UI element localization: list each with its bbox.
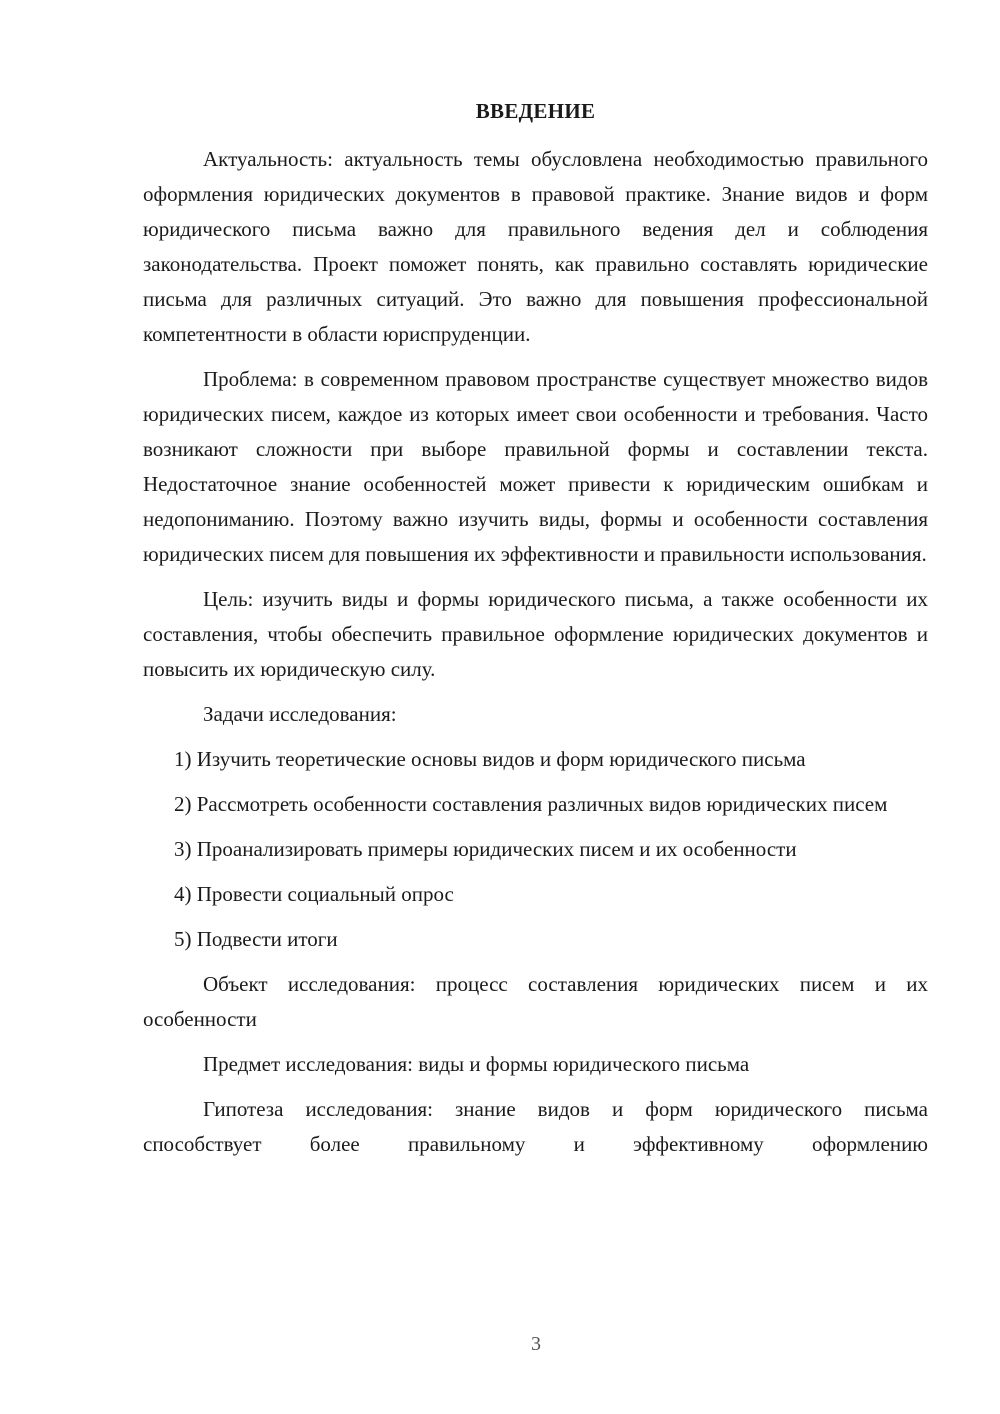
subject-paragraph: Предмет исследования: виды и формы юридического письма	[203, 1052, 750, 1076]
page-number: 3	[531, 1333, 541, 1355]
task-item-5: 5) Подвести итоги	[174, 927, 338, 951]
object-paragraph: Объект исследования: процесс составления юридических писем и их особенности	[143, 972, 928, 1031]
task-item-3: 3) Проанализировать примеры юридических писем и их особенности	[174, 837, 797, 861]
document-title: ВВЕДЕНИЕ	[475, 99, 596, 123]
problem-paragraph: Проблема: в современном правовом пространстве существует множество видов юридических писем, каждое из которых имеет свои особенности и требования. Часто возникают сложности при выборе правильной формы и составлении текста. Недостаточное знание особенностей может привести к юридическим ошибкам и недопониманию. Поэтому важно изучить виды, формы и особенности составления юридических писем для повышения их эффективности и правильности использования.	[143, 367, 928, 566]
relevance-paragraph: Актуальность: актуальность темы обусловлена необходимостью правильного оформления юридических документов в правовой практике. Знание видов и форм юридического письма важно для правильного ведения дел и соблюдения законодательства. Проект поможет понять, как правильно составлять юридические письма для различных ситуаций. Это важно для повышения профессиональной компетентности в области юриспруденции.	[143, 147, 928, 346]
tasks-heading: Задачи исследования:	[203, 702, 397, 726]
document-page	[143, 94, 928, 1162]
task-item-1: 1) Изучить теоретические основы видов и форм юридического письма	[174, 747, 806, 771]
hypothesis-paragraph: Гипотеза исследования: знание видов и форм юридического письма способствует более правильному и эффективному оформлению	[143, 1097, 928, 1156]
task-item-2: 2) Рассмотреть особенности составления различных видов юридических писем	[174, 792, 888, 816]
goal-paragraph: Цель: изучить виды и формы юридического письма, а также особенности их составления, чтобы обеспечить правильное оформление юридических документов и повысить их юридическую силу.	[143, 587, 928, 681]
task-item-4: 4) Провести социальный опрос	[174, 882, 454, 906]
